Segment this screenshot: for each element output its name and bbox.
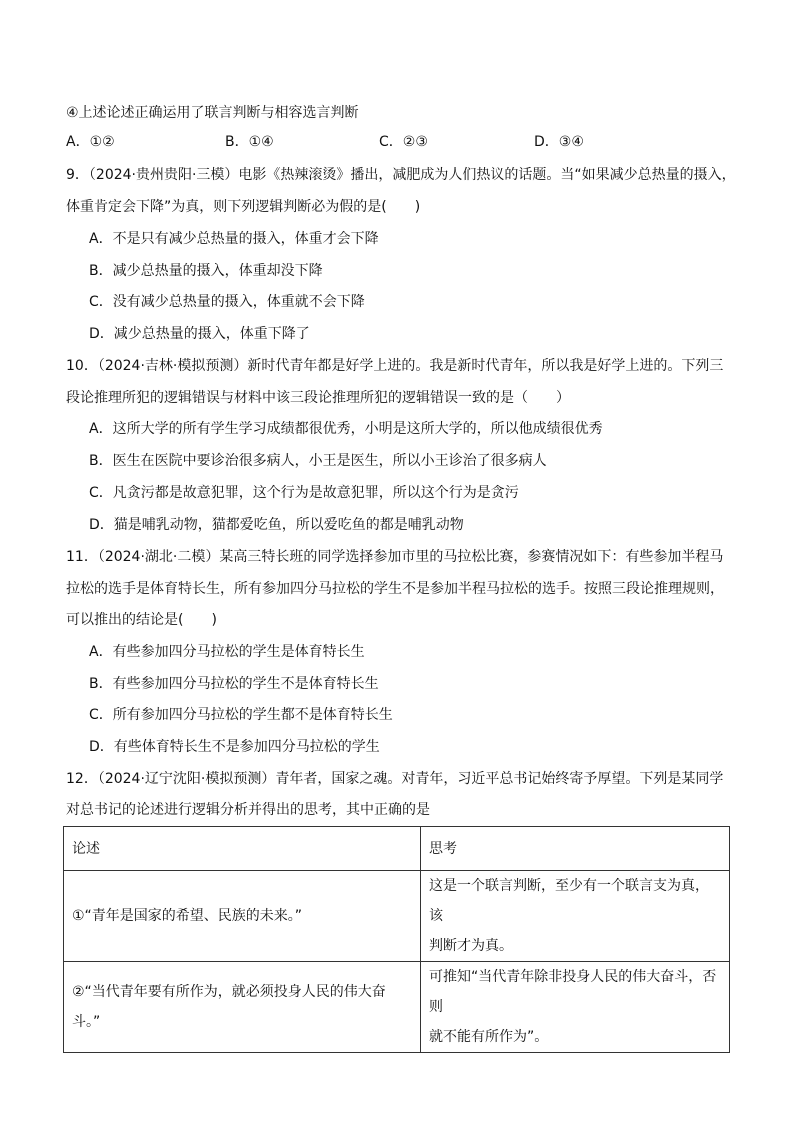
q9-option-a: A．不是只有减少总热量的摄入，体重才会下降 — [89, 231, 379, 247]
q9-stem-line1: 9．（2024·贵州贵阳·三模）电影《热辣滚烫》播出，减肥成为人们热议的话题。当“如果减少总热量的摄入， — [66, 167, 736, 183]
q12-analysis-table — [63, 826, 730, 1053]
q8-option-b: B．①④ — [225, 134, 274, 150]
q11-stem-line3: 可以推出的结论是( ) — [66, 612, 217, 628]
q11-option-d: D．有些体育特长生不是参加四分马拉松的学生 — [89, 739, 380, 755]
cell-text-line: 可推知“当代青年除非投身人民的伟大奋斗，否则 — [429, 969, 717, 1015]
table-row — [64, 962, 730, 1053]
q11-option-c: C．所有参加四分马拉松的学生都不是体育特长生 — [89, 707, 393, 723]
table-header-row — [64, 827, 730, 871]
q11-option-b: B．有些参加四分马拉松的学生不是体育特长生 — [89, 676, 379, 692]
q10-stem-line1: 10．（2024·吉林·模拟预测）新时代青年都是好学上进的。我是新时代青年，所以我是好学上进的。下列三 — [66, 358, 724, 374]
table-header-statement: 论述 — [64, 827, 421, 871]
q11-option-a: A．有些参加四分马拉松的学生是体育特长生 — [89, 644, 365, 660]
q10-option-a: A．这所大学的所有学生学习成绩都很优秀，小明是这所大学的，所以他成绩很优秀 — [89, 421, 603, 437]
cell-text-line: 这是一个联言判断，至少有一个联言支为真，该 — [429, 878, 709, 924]
statement-4: ④上述论述正确运用了联言判断与相容选言判断 — [66, 105, 359, 121]
q12-stem-line1: 12．（2024·辽宁沈阳·模拟预测）青年者，国家之魂。对青年，习近平总书记始终寄予厚望。下列是某同学 — [66, 771, 724, 787]
q12-stem-line2: 对总书记的论述进行逻辑分析并得出的思考，其中正确的是 — [66, 802, 430, 818]
table-cell-statement — [64, 962, 421, 1053]
q10-option-d: D．猫是哺乳动物，猫都爱吃鱼，所以爱吃鱼的都是哺乳动物 — [89, 517, 464, 533]
table-row — [64, 871, 730, 962]
cell-text-line: 就不能有所作为”。 — [429, 1029, 549, 1045]
q9-option-b: B．减少总热量的摄入，体重却没下降 — [89, 263, 323, 279]
q10-stem-line2: 段论推理所犯的逻辑错误与材料中该三段论推理所犯的逻辑错误一致的是（ ） — [66, 390, 570, 406]
q11-stem-line2: 拉松的选手是体育特长生，所有参加四分马拉松的学生不是参加半程马拉松的选手。按照三段论推理规则， — [66, 581, 724, 597]
table-cell-thinking — [421, 871, 730, 962]
q8-option-a: A．①② — [66, 134, 115, 150]
q9-option-d: D．减少总热量的摄入，体重下降了 — [89, 326, 310, 342]
q10-option-b: B．医生在医院中要诊治很多病人，小王是医生，所以小王诊治了很多病人 — [89, 453, 547, 469]
q9-option-c: C．没有减少总热量的摄入，体重就不会下降 — [89, 294, 365, 310]
q10-option-c: C．凡贪污都是故意犯罪，这个行为是故意犯罪，所以这个行为是贪污 — [89, 485, 519, 501]
q8-option-c: C．②③ — [379, 134, 428, 150]
cell-text-line: ②“当代青年要有所作为，就必须投身人民的伟大奋 — [72, 984, 386, 1000]
cell-text-line: 斗。” — [72, 1014, 101, 1030]
cell-text-line: 判断才为真。 — [429, 938, 513, 954]
table-cell-thinking — [421, 962, 730, 1053]
table-header-thinking: 思考 — [421, 827, 730, 871]
q8-option-d: D．③④ — [534, 134, 584, 150]
q11-stem-line1: 11．（2024·湖北·二模）某高三特长班的同学选择参加市里的马拉松比赛，参赛情况如下：有些参加半程马 — [66, 549, 724, 565]
table-cell-statement — [64, 871, 421, 962]
q9-stem-line2: 体重肯定会下降”为真，则下列逻辑判断必为假的是( ) — [66, 199, 421, 215]
cell-text-line: ①“青年是国家的希望、民族的未来。” — [72, 908, 303, 924]
